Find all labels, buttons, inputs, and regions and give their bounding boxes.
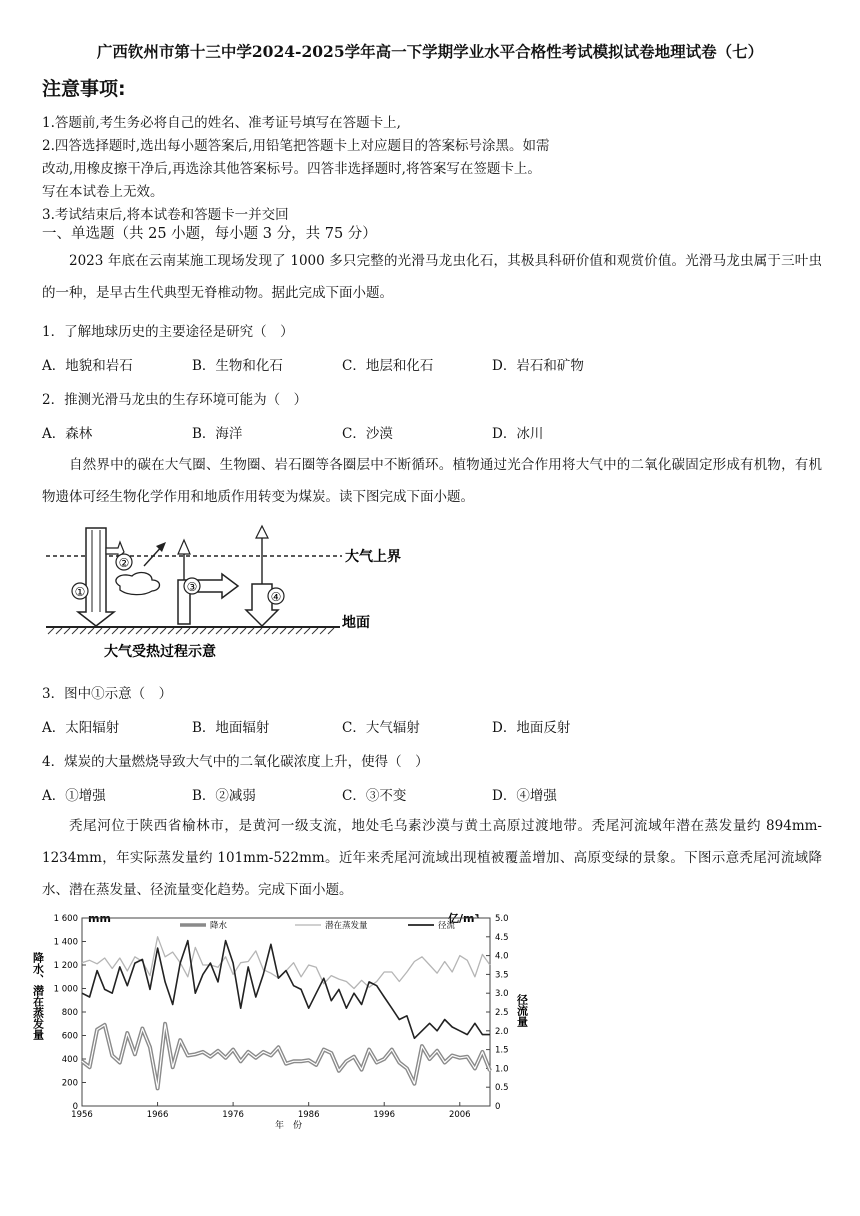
y-left-tick-label: 0 xyxy=(72,1102,78,1112)
marker-2-label: ② xyxy=(118,556,130,570)
chart-series xyxy=(82,937,490,1089)
ground-label: 地面 xyxy=(342,615,370,631)
passage-1: 2023 年底在云南某施工现场发现了 1000 多只完整的光滑马龙虫化石，其极具科研价值和观赏价值。光滑马龙虫属于三叶虫的一种，是早古生代典型无脊椎动物。据此完成下面小题。 xyxy=(42,253,822,301)
y-right-tick-label: 1.5 xyxy=(495,1045,509,1056)
y-left-tick-label: 1 400 xyxy=(53,937,78,948)
q3-option-d[interactable]: D．地面反射 xyxy=(492,720,571,736)
section-heading: 一、单选题（共 25 小题，每小题 3 分，共 75 分） xyxy=(42,226,377,242)
left-axis-label: 降水、潜在蒸发量 xyxy=(31,952,45,1040)
x-tick-label: 1996 xyxy=(373,1110,396,1120)
atmosphere-top-label: 大气上界 xyxy=(345,549,401,565)
y-right-tick-label: 1.0 xyxy=(495,1064,509,1075)
atmosphere-heating-diagram xyxy=(40,524,440,664)
solar-radiation-arrow xyxy=(78,528,114,626)
x-tick-label: 1966 xyxy=(146,1110,169,1120)
y-right-tick-label: 5.0 xyxy=(495,914,509,924)
diagram-caption: 大气受热过程示意 xyxy=(104,644,216,660)
chart-legend xyxy=(180,920,456,931)
notice-line-2: 2.四答选择题时,选出每小题答案后,用铅笔把答题卡上对应题目的答案标号涂黑。如需 xyxy=(42,138,550,154)
plot-frame xyxy=(82,918,490,1106)
y-right-tick-label: 4.0 xyxy=(495,951,509,962)
notice-line-4: 写在本试卷上无效。 xyxy=(42,184,164,200)
x-tick-label: 2006 xyxy=(448,1110,471,1120)
y-right-tick-label: 4.5 xyxy=(495,932,509,943)
passage-2: 自然界中的碳在大气圈、生物圈、岩石圈等各圈层中不断循环。植物通过光合作用将大气中的二氧化碳固定形成有机物，有机物遗体可经生物化学作用和地质作用转变为煤炭。读下图完成下面小题。 xyxy=(42,457,822,505)
series-line-precipitation xyxy=(82,1024,490,1089)
x-tick-label: 1986 xyxy=(297,1110,320,1120)
q4-option-a[interactable]: A．①增强 xyxy=(42,788,106,804)
right-axis-label: 径流量 xyxy=(515,994,529,1027)
q2-option-a[interactable]: A．森林 xyxy=(42,426,93,442)
q1-option-c[interactable]: C．地层和化石 xyxy=(342,358,434,374)
question-3-stem: 3．图中①示意（ ） xyxy=(42,686,173,702)
q2-option-b[interactable]: B．海洋 xyxy=(192,426,243,442)
q1-option-d[interactable]: D．岩石和矿物 xyxy=(492,358,584,374)
legend-label: 径流 xyxy=(438,921,456,931)
marker-3-label: ③ xyxy=(186,580,198,594)
question-2-stem: 2．推测光滑马龙虫的生存环境可能为（ ） xyxy=(42,392,308,408)
left-unit: mm xyxy=(88,912,111,925)
marker-1-label: ① xyxy=(74,585,86,599)
right-unit: 亿/m³ xyxy=(448,912,480,925)
q4-option-d[interactable]: D．④增强 xyxy=(492,788,557,804)
x-tick-label: 1976 xyxy=(222,1110,244,1120)
legend-label: 降水 xyxy=(210,921,228,931)
notice-line-3: 改动,用橡皮擦干净后,再选涂其他答案标号。四答非选择题时,将答案写在签题卡上。 xyxy=(42,161,541,177)
q4-option-b[interactable]: B．②减弱 xyxy=(192,788,256,804)
y-left-tick-label: 800 xyxy=(61,1008,78,1018)
marker-4-label: ④ xyxy=(270,590,282,604)
x-axis-label: 年 份 xyxy=(275,1121,303,1131)
y-left-tick-label: 1 600 xyxy=(53,914,78,924)
river-trend-chart xyxy=(30,906,530,1132)
x-tick-label: 1956 xyxy=(71,1110,93,1120)
series-line-runoff xyxy=(82,941,490,1039)
ground-hatching xyxy=(48,628,334,634)
y-right-tick-label: 3.5 xyxy=(495,970,509,981)
notice-line-1: 1.答题前,考生务必将自己的姓名、准考证号填写在答题卡上, xyxy=(42,115,401,131)
question-4-stem: 4．煤炭的大量燃烧导致大气中的二氧化碳浓度上升，使得（ ） xyxy=(42,754,429,770)
y-left-tick-label: 400 xyxy=(61,1055,78,1065)
y-left-tick-label: 1 200 xyxy=(53,961,78,971)
notice-heading: 注意事项: xyxy=(42,78,126,100)
q2-option-d[interactable]: D．冰川 xyxy=(492,426,544,442)
y-right-tick-label: 0 xyxy=(495,1102,501,1112)
passage-3: 秃尾河位于陕西省榆林市，是黄河一级支流，地处毛乌素沙漠与黄土高原过渡地带。秃尾河流域年潜在蒸发量约 894mm-1234mm，年实际蒸发量约 101mm-522mm。近年来秃尾河流域出现植被覆盖增加、高原变绿的景象。下图示意秃尾河流域降水、潜在蒸发量、径流量变化趋势。完成下面小题。 xyxy=(42,818,822,898)
notice-line-5: 3.考试结束后,将本试卷和答题卡一并交回 xyxy=(42,207,289,223)
y-right-tick-label: 2.5 xyxy=(495,1008,509,1018)
question-1-stem: 1．了解地球历史的主要途径是研究（ ） xyxy=(42,324,294,340)
q4-option-c[interactable]: C．③不变 xyxy=(342,788,407,804)
cloud-icon xyxy=(116,573,160,595)
y-left-tick-label: 200 xyxy=(61,1078,78,1089)
exam-title: 广西钦州市第十三中学2024-2025学年高一下学期学业水平合格性考试模拟试卷地理试卷（七） xyxy=(96,42,764,61)
q3-option-a[interactable]: A．太阳辐射 xyxy=(42,720,120,736)
y-right-tick-label: 0.5 xyxy=(495,1083,509,1094)
q3-option-c[interactable]: C．大气辐射 xyxy=(342,720,420,736)
chart-axes xyxy=(54,914,509,1120)
legend-label: 潜在蒸发量 xyxy=(325,921,368,931)
y-left-tick-label: 1 000 xyxy=(53,984,78,995)
q2-option-c[interactable]: C．沙漠 xyxy=(342,426,393,442)
y-left-tick-label: 600 xyxy=(61,1031,78,1042)
y-right-tick-label: 3.0 xyxy=(495,989,509,1000)
y-right-tick-label: 2.0 xyxy=(495,1026,509,1037)
q3-option-b[interactable]: B．地面辐射 xyxy=(192,720,270,736)
q1-option-a[interactable]: A．地貌和岩石 xyxy=(42,358,133,374)
q1-option-b[interactable]: B．生物和化石 xyxy=(192,358,283,374)
